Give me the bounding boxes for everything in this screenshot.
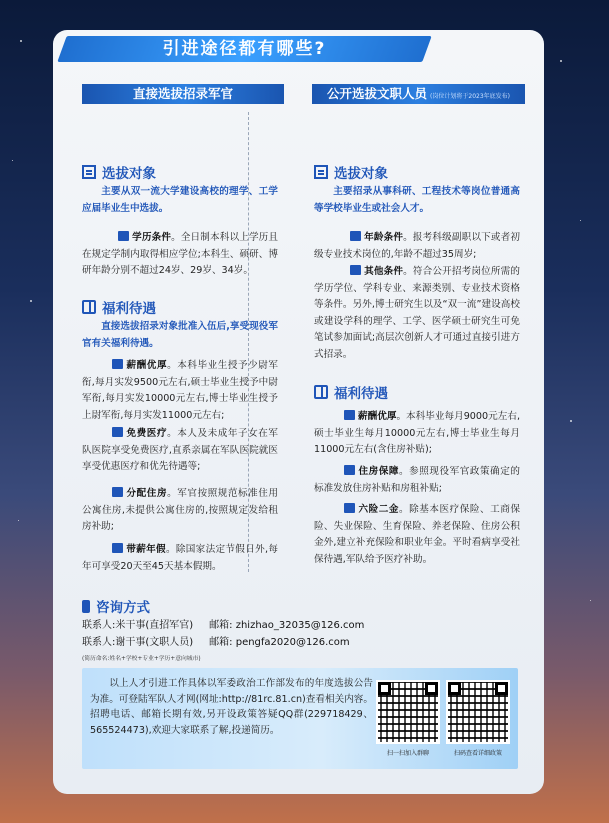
building-icon: [112, 487, 123, 497]
resume-naming-note: (简历命名:姓名+学校+专业+学历+意向城市): [82, 656, 201, 662]
email-link-1[interactable]: 邮箱: zhizhao_32035@126.com: [209, 620, 365, 631]
money-icon: [344, 410, 355, 420]
money-icon: [112, 359, 123, 369]
banner-title: 引进途径都有哪些?: [162, 39, 327, 59]
contact-1: 联系人:米干事(直招军官) 邮箱: zhizhao_32035@126.com: [82, 620, 365, 631]
qr-caption-policy: 扫码查看详细政策: [453, 750, 502, 757]
consult-title: 咨询方式: [82, 596, 150, 616]
contact-2: 联系人:谢干事(文职人员) 邮箱: pengfa2020@126.com: [82, 637, 350, 648]
left-housing: 分配住房。军官按照规范标准住用公寓住房,未提供公寓住房的,按照规定发给租房补助;: [82, 488, 279, 532]
right-other-condition: 其他条件。符合公开招考岗位所需的学历学位、学科专业、来源类别、专业技术资格等条件。另外,博士研究生以及“双一流”建设高校或建设学科的理学、工学、医学硕士研究生可免笔试参加面试;高层次创新人才可通过直接引进方式招录。: [314, 266, 520, 360]
hospital-icon: [112, 427, 123, 437]
left-pay: 薪酬优厚。本科毕业生授予少尉军衔,每月实发9500元左右,硕士毕业生授予中尉军衔,每月实发10000元左右,博士毕业生授予上尉军衔,每月实发11000元左右;: [82, 360, 279, 421]
phone-icon: [82, 600, 90, 613]
graduation-cap-icon: [350, 265, 361, 275]
left-edu-condition: 学历条件。全日制本科以上学历且在规定学制内取得相应学位;本科生、硕研、博研年龄分别不超过24岁、29岁、34岁。: [82, 232, 279, 276]
left-welfare-title: 福利待遇: [82, 297, 156, 317]
left-medical: 免费医疗。本人及未成年子女在军队医院享受免费医疗,直系亲属在军队医院就医享受优惠医疗和优先待遇等;: [82, 428, 279, 472]
right-target-lead: 主要招录从事科研、工程技术等岗位普通高等学校毕业生或社会人才。: [314, 186, 520, 214]
right-target-title: 选拔对象: [314, 162, 388, 182]
right-pay: 薪酬优厚。本科毕业每月9000元左右,硕士毕业生每月10000元左右,博士毕业生每月11000元左右(含住房补贴);: [314, 411, 521, 455]
left-vacation: 带薪年假。除国家法定节假日外,每年可享受20天至45天基本假期。: [82, 544, 278, 572]
left-target-title: 选拔对象: [82, 162, 156, 182]
qr-code-policy[interactable]: [446, 680, 510, 744]
right-age-condition: 年龄条件。报考科级副职以下或者初级专业技术岗位的,年龄不超过35周岁;: [314, 232, 520, 260]
graduation-cap-icon: [118, 231, 129, 241]
email-link-2[interactable]: 邮箱: pengfa2020@126.com: [209, 637, 350, 648]
list-icon: [314, 165, 328, 179]
left-welfare-lead: 直接选拔招录对象批准入伍后,享受现役军官有关福利待遇。: [82, 321, 278, 349]
palm-tree-icon: [112, 543, 123, 553]
info-text: 以上人才引进工作具体以军委政治工作部发布的年度选拔公告为准。可登陆军队人才网(网址:http://81rc.81.cn)查看相关内容。招聘电话、邮箱长期有效,另开设政策答疑QQ群(229718429、565524473),欢迎大家联系了解,投递简历。: [90, 678, 373, 736]
gift-icon: [82, 300, 96, 314]
right-housing: 住房保障。参照现役军官政策确定的标准发放住房补贴和房租补贴;: [314, 466, 520, 494]
qr-code-group[interactable]: [376, 680, 440, 744]
list-icon: [82, 165, 96, 179]
qr-caption-group: 扫一扫加入群聊: [386, 750, 429, 757]
bar-chart-icon: [350, 231, 361, 241]
left-column-header: 直接选拔招录军官: [82, 84, 284, 104]
right-welfare-title: 福利待遇: [314, 382, 388, 402]
right-column-header: 公开选拔文职人员 (岗位计划将于2023年底发布): [312, 84, 525, 104]
gift-icon: [314, 385, 328, 399]
left-target-lead: 主要从双一流大学建设高校的理学、工学应届毕业生中选拔。: [82, 186, 278, 214]
building-icon: [344, 465, 355, 475]
shield-icon: [344, 503, 355, 513]
right-insurance: 六险二金。除基本医疗保险、工商保险、失业保险、生育保险、养老保险、住房公积金外,建立补充保险和职业年金。平时看病享受社保待遇,军队给予医疗补助。: [314, 504, 520, 565]
